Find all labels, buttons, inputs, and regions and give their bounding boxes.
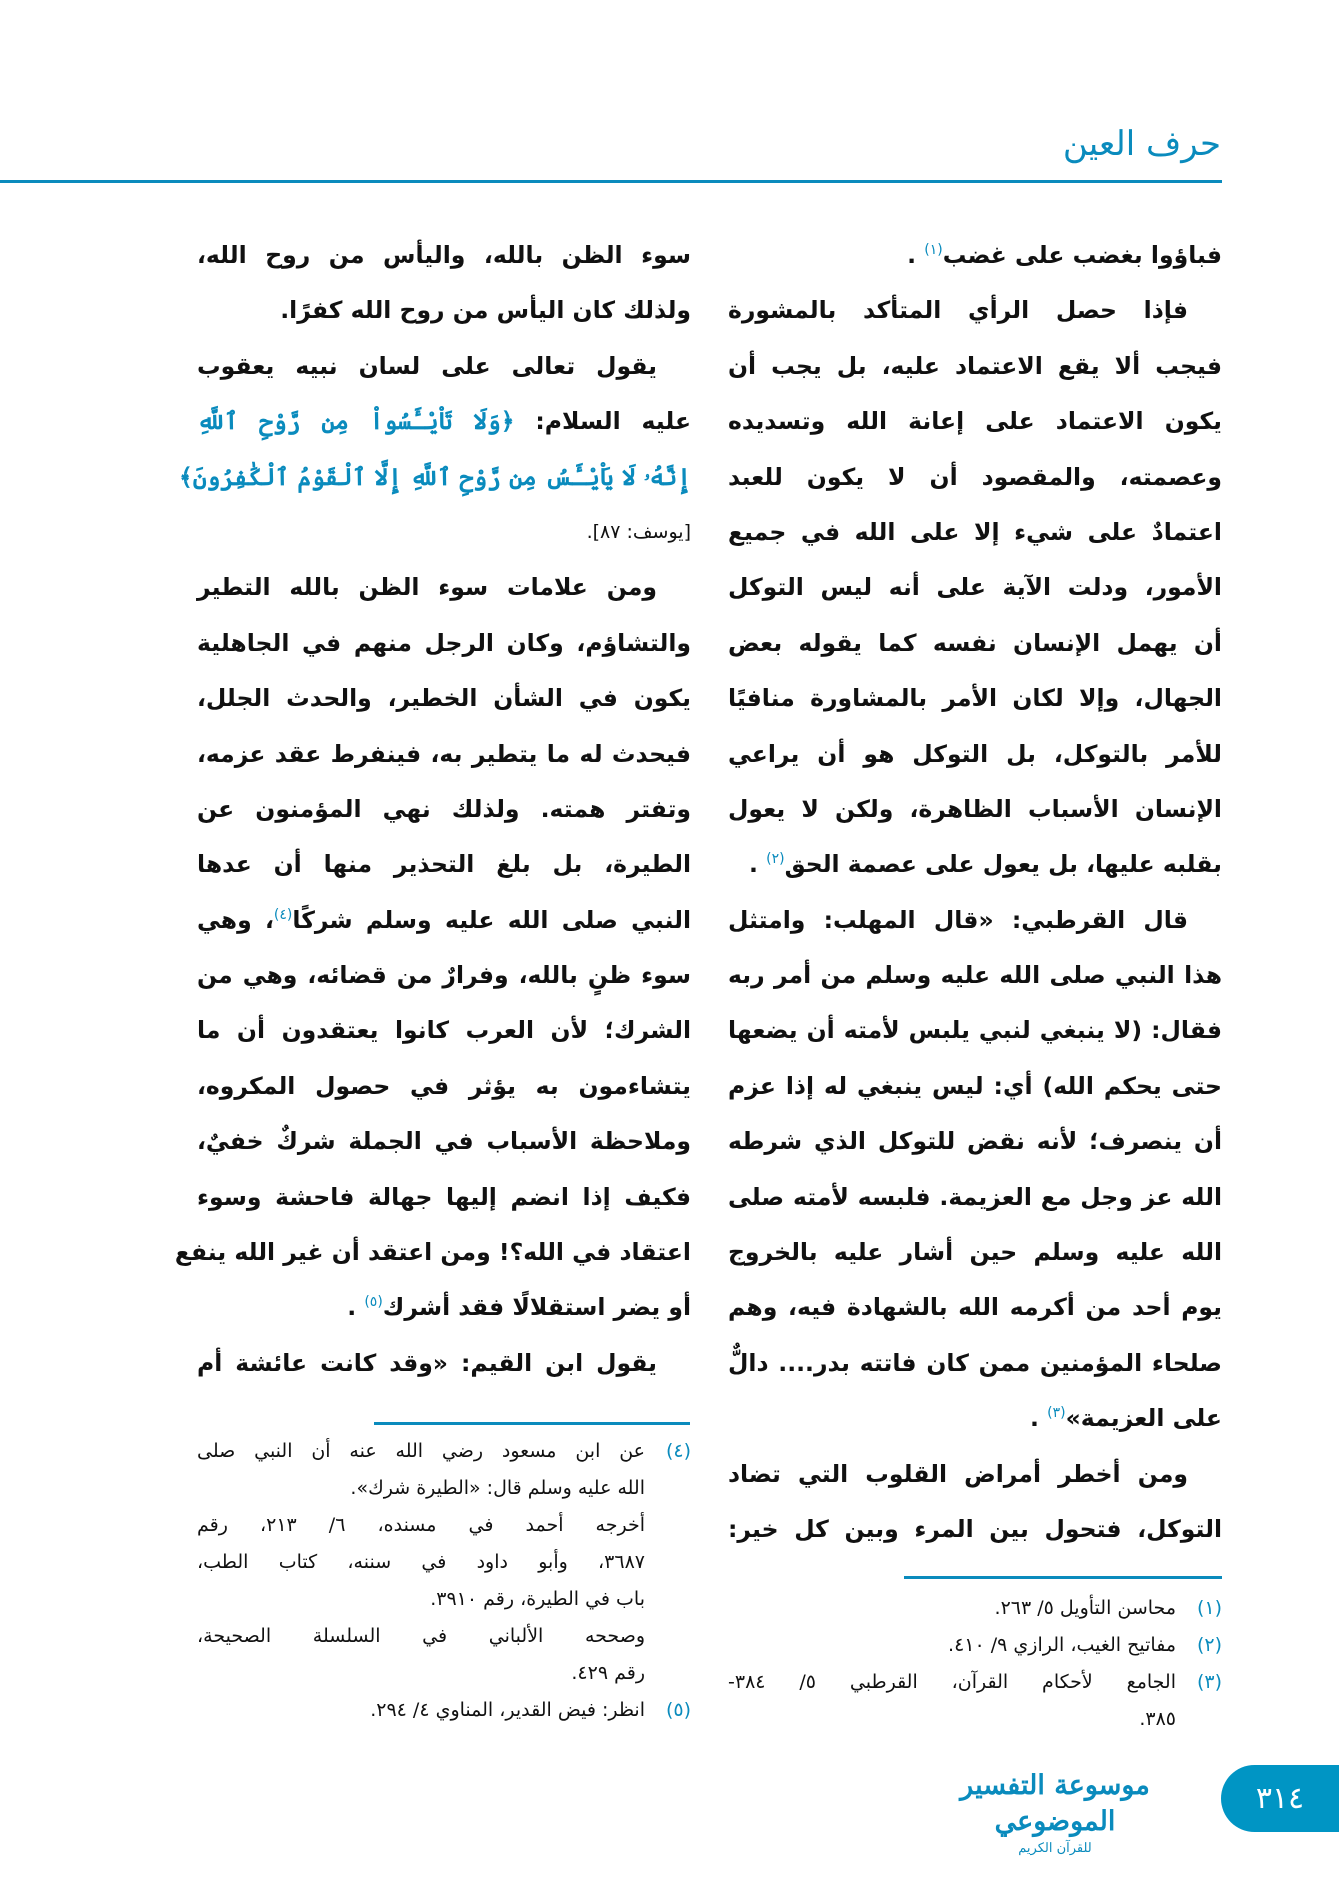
text-segment: سوء ظنٍ بالله، وفرارٌ من قضائه، وهي من — [197, 961, 691, 990]
header-divider — [0, 180, 1222, 183]
text-line — [728, 727, 1222, 782]
text-line — [174, 1225, 691, 1280]
text-line — [728, 1003, 1222, 1058]
footnote-line: مفاتيح الغيب، الرازي ٩/ ٤١٠. — [948, 1634, 1176, 1656]
footnote-marker: (٢) — [766, 851, 785, 868]
text-segment: أن يهمل الإنسان نفسه كما يقوله بعض — [728, 628, 1222, 657]
footnote-line: انظر: فيض القدير، المناوي ٤/ ٢٩٤. — [370, 1699, 645, 1721]
text-segment: حتى يحكم الله) أي: ليس ينبغي له إذا عزم — [728, 1071, 1222, 1100]
text-segment: وتفتر همته. ولذلك نهي المؤمنون عن — [197, 794, 691, 823]
text-line — [197, 1114, 691, 1169]
text-line — [728, 1280, 1222, 1335]
text-line — [728, 1114, 1222, 1169]
text-segment: . — [907, 241, 925, 269]
chapter-title: حرف العين — [1062, 124, 1221, 164]
text-segment: . — [749, 850, 767, 879]
text-line — [197, 1170, 691, 1225]
footnote-line: الله عليه وسلم قال: «الطيرة شرك». — [350, 1477, 645, 1499]
text-segment: ومن أخطر أمراض القلوب التي تضاد — [728, 1459, 1188, 1488]
text-line — [197, 1280, 691, 1335]
text-line — [197, 893, 691, 948]
quran-verse: ﴿وَلَا تَاْيْـَٔسُواْ مِن رَّوْحِ ٱللَّهِ — [197, 407, 515, 436]
footnote-number: (١) — [1196, 1597, 1222, 1619]
footnote-line: الجامع لأحكام القرآن، القرطبي ٥/ ٣٨٤- — [728, 1671, 1176, 1693]
text-line — [197, 1336, 691, 1391]
text-segment: . — [1030, 1404, 1048, 1433]
footnote-line: رقم ٤٢٩. — [571, 1662, 645, 1684]
text-segment: فباؤوا بغضب على غضب — [942, 241, 1222, 269]
text-line — [197, 837, 691, 892]
text-segment: اعتقاد في الله؟! ومن اعتقد أن غير الله ينفع — [174, 1238, 691, 1267]
text-segment: هذا النبي صلى الله عليه وسلم من أمر ربه — [728, 961, 1222, 990]
text-segment: [يوسف: ٨٧]. — [586, 520, 691, 543]
text-segment: الإنسان الأسباب الظاهرة، ولكن لا يعول — [728, 794, 1222, 823]
text-line — [728, 893, 1222, 948]
text-line — [197, 948, 691, 1003]
footnote — [197, 1692, 691, 1729]
footnote-marker: (٤) — [273, 906, 293, 923]
text-segment: يتشاءمون به يؤثر في حصول المكروه، — [197, 1071, 691, 1100]
text-segment: الطيرة، بل بلغ التحذير منها أن عدها — [197, 850, 691, 879]
text-line — [728, 1170, 1222, 1225]
text-segment: فقال: (لا ينبغي لنبي يلبس لأمته أن يضعها — [728, 1016, 1222, 1045]
text-segment: فإذا حصل الرأي المتأكد بالمشورة — [728, 296, 1188, 325]
encyclopedia-logo — [930, 1768, 1180, 1858]
text-segment: على العزيمة» — [1065, 1404, 1222, 1433]
footnote-text — [728, 1627, 1176, 1664]
text-segment: يقول تعالى على لسان نبيه يعقوب — [197, 351, 657, 380]
text-line — [197, 782, 691, 837]
text-segment: ولذلك كان اليأس من روح الله كفرًا. — [280, 296, 691, 325]
text-line — [197, 616, 691, 671]
text-segment: الله عليه وسلم حين أشار عليه بالخروج — [728, 1238, 1222, 1267]
footnote-number: (٤) — [665, 1440, 691, 1462]
footnote-marker: (١) — [924, 242, 943, 259]
text-segment: يوم أحد من أكرمه الله بالشهادة فيه، وهم — [728, 1293, 1222, 1322]
text-line — [728, 948, 1222, 1003]
logo-title: موسوعة التفسير الموضوعي — [960, 1770, 1150, 1837]
footnote-number: (٣) — [1196, 1671, 1222, 1693]
text-line — [179, 450, 691, 505]
footnote-divider-right — [904, 1576, 1222, 1579]
left-text-column — [174, 228, 691, 1391]
footnotes-left — [197, 1433, 691, 1729]
text-segment: قال القرطبي: «قال المهلب: وامتثل — [728, 905, 1188, 934]
footnote-text — [197, 1433, 645, 1692]
verse-reference — [197, 505, 691, 560]
footnote-marker: (٥) — [364, 1294, 383, 1311]
text-line — [728, 1447, 1222, 1502]
text-line — [728, 616, 1222, 671]
footnote-line: وصححه الألباني في السلسلة الصحيحة، — [197, 1625, 645, 1647]
text-line — [728, 1502, 1222, 1557]
text-line — [728, 450, 1222, 505]
text-line — [197, 283, 691, 338]
text-segment: بقلبه عليها، بل يعول على عصمة الحق — [784, 850, 1222, 879]
footnote-line: أخرجه أحمد في مسنده، ٦/ ٢١٣، رقم — [197, 1514, 645, 1536]
text-segment: الشرك؛ لأن العرب كانوا يعتقدون أن ما — [197, 1016, 691, 1045]
text-segment: فيحدث له ما يتطير به، فينفرط عقد عزمه، — [197, 739, 691, 768]
text-line — [728, 782, 1222, 837]
footnote-line: محاسن التأويل ٥/ ٢٦٣. — [994, 1597, 1176, 1619]
text-segment: ومن علامات سوء الظن بالله التطير — [197, 573, 657, 602]
text-line — [728, 1225, 1222, 1280]
text-segment: ، وهي — [197, 905, 274, 934]
text-segment: سوء الظن بالله، واليأس من روح الله، — [197, 241, 691, 269]
text-segment: . — [347, 1293, 365, 1322]
footnote — [728, 1590, 1222, 1627]
text-segment: الجهال، وإلا لكان الأمر بالمشاورة منافيًا — [728, 684, 1222, 713]
footnote-line: ٣٦٨٧، وأبو داود في سننه، كتاب الطب، — [197, 1551, 645, 1573]
quran-verse: إِنَّهُۥ لَا يَاْيْـَٔسُ مِن رَّوْحِ ٱللَّهِ إِلَّا ٱلْقَوْمُ ٱلْكَٰفِرُونَ﴾ — [179, 462, 691, 491]
text-segment: التوكل، فتحول بين المرء وبين كل خير: — [728, 1514, 1222, 1543]
text-line — [197, 394, 691, 449]
footnote-number: (٢) — [1196, 1634, 1222, 1656]
text-line — [728, 394, 1222, 449]
text-segment: النبي صلى الله عليه وسلم شركًا — [292, 905, 691, 934]
text-segment: فكيف إذا انضم إليها جهالة فاحشة وسوء — [197, 1182, 691, 1211]
text-segment: الأمور، ودلت الآية على أنه ليس التوكل — [728, 573, 1222, 602]
text-segment: الله عز وجل مع العزيمة. فلبسه لأمته صلى — [728, 1182, 1222, 1211]
text-segment: اعتمادٌ على شيء إلا على الله في جميع — [728, 517, 1222, 546]
text-line — [728, 560, 1222, 615]
text-line — [197, 671, 691, 726]
text-line — [197, 560, 691, 615]
text-segment: أو يضر استقلالًا فقد أشرك — [382, 1293, 691, 1322]
text-segment: صلحاء المؤمنين ممن كان فاتته بدر.... دالٌّ — [728, 1348, 1222, 1377]
text-line — [728, 339, 1222, 394]
footnote-text — [728, 1590, 1176, 1627]
footnote-line: عن ابن مسعود رضي الله عنه أن النبي صلى — [197, 1440, 645, 1462]
footnotes-right — [728, 1590, 1222, 1738]
text-segment: عليه السلام: — [514, 407, 691, 436]
text-segment: يكون في الشأن الخطير، والحدث الجلل، — [197, 684, 691, 713]
text-line — [197, 339, 691, 394]
text-line — [197, 1003, 691, 1058]
text-line — [197, 1059, 691, 1114]
text-segment: يقول ابن القيم: «وقد كانت عائشة أم — [197, 1348, 657, 1377]
page-number: ٣١٤ — [1221, 1765, 1339, 1832]
footnote-marker: (٣) — [1047, 1405, 1066, 1422]
text-line — [197, 727, 691, 782]
footnote — [728, 1664, 1222, 1738]
footnote — [197, 1433, 691, 1692]
footnote — [728, 1627, 1222, 1664]
text-segment: يكون الاعتماد على إعانة الله وتسديده — [728, 407, 1222, 436]
text-line — [197, 228, 691, 283]
logo-subtitle: للقرآن الكريم — [1018, 1841, 1092, 1856]
text-line — [728, 1391, 1222, 1446]
text-line — [728, 1059, 1222, 1114]
footnote-text — [197, 1692, 645, 1729]
text-line — [728, 283, 1222, 338]
text-segment: وعصمته، والمقصود أن لا يكون للعبد — [728, 462, 1222, 491]
footnote-number: (٥) — [665, 1699, 691, 1721]
footnote-divider-left — [374, 1422, 690, 1425]
right-text-column — [728, 228, 1222, 1557]
footnote-line: باب في الطيرة، رقم ٣٩١٠. — [430, 1588, 645, 1610]
text-segment: فيجب ألا يقع الاعتماد عليه، بل يجب أن — [728, 351, 1222, 380]
text-line — [728, 837, 1222, 892]
text-segment: للأمر بالتوكل، بل التوكل هو أن يراعي — [728, 739, 1222, 768]
text-segment: وملاحظة الأسباب في الجملة شركٌ خفيٌ، — [197, 1127, 691, 1156]
text-line — [728, 671, 1222, 726]
text-segment: أن ينصرف؛ لأنه نقض للتوكل الذي شرطه — [728, 1127, 1222, 1156]
text-line — [728, 1336, 1222, 1391]
text-line — [728, 228, 1222, 283]
text-line — [728, 505, 1222, 560]
footnote-line: ٣٨٥. — [1139, 1708, 1176, 1730]
text-segment: والتشاؤم، وكان الرجل منهم في الجاهلية — [197, 628, 691, 657]
footnote-text — [728, 1664, 1176, 1738]
